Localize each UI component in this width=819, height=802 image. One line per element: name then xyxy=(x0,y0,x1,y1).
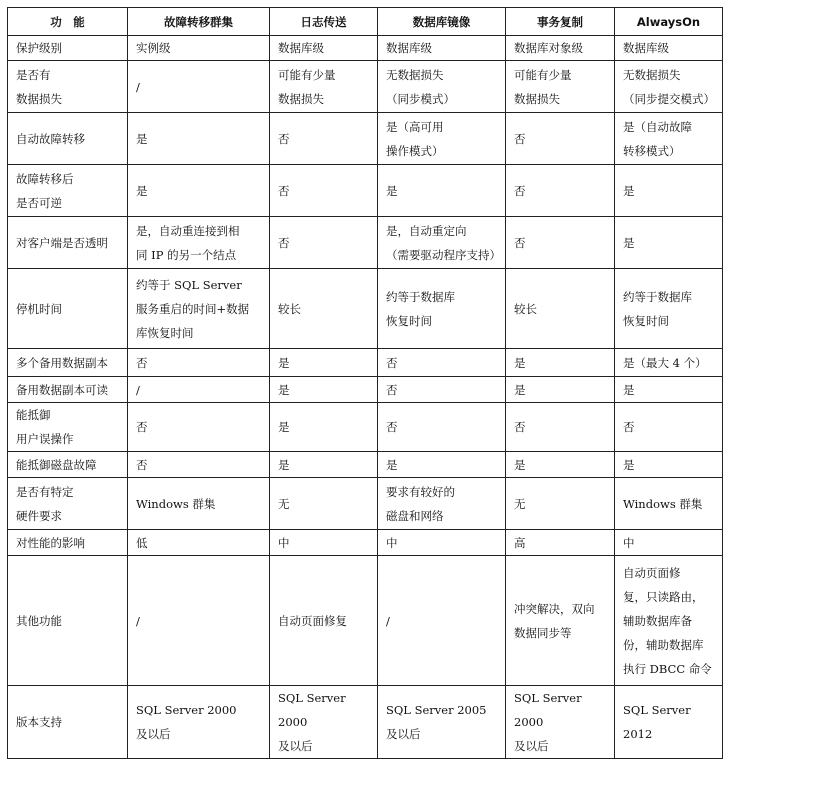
cell-text-line: 否 xyxy=(386,355,398,370)
value-cell xyxy=(615,686,723,759)
cell-text-line: 可能有少量 xyxy=(278,67,336,82)
cell-text-line: 要求有较好的 xyxy=(386,484,455,499)
cell-text-line: 是（自动故障 xyxy=(623,119,692,134)
cell-text-line: 硬件要求 xyxy=(16,508,62,523)
cell-text-line: 对性能的影响 xyxy=(16,535,85,550)
cell-text-line: 份，辅助数据库 xyxy=(623,637,704,652)
header-transactional-replication: 事务复制 xyxy=(506,8,615,36)
value-cell xyxy=(378,686,506,759)
value-cell xyxy=(128,403,270,452)
value-cell xyxy=(506,556,615,686)
cell-text-line: 停机时间 xyxy=(16,301,62,316)
cell-text-line: 是 xyxy=(386,457,398,472)
table-row xyxy=(8,530,723,556)
table-row xyxy=(8,377,723,403)
value-cell xyxy=(128,61,270,113)
feature-cell xyxy=(8,113,128,165)
feature-cell xyxy=(8,269,128,349)
cell-text-line: 实例级 xyxy=(136,41,171,55)
value-cell xyxy=(128,165,270,217)
value-cell xyxy=(506,36,615,61)
value-cell xyxy=(615,113,723,165)
cell-text-line: 辅助数据库备 xyxy=(623,613,692,628)
cell-text-line: 无数据损失 xyxy=(386,67,444,82)
cell-text-line: 数据损失 xyxy=(514,91,560,106)
cell-text-line: 是否有特定 xyxy=(16,484,74,499)
value-cell xyxy=(615,165,723,217)
header-alwayson: AlwaysOn xyxy=(615,8,723,36)
cell-text-line: 无数据损失 xyxy=(623,67,681,82)
value-cell xyxy=(506,452,615,478)
cell-text-line: 数据损失 xyxy=(16,91,62,106)
cell-text-line: 是 xyxy=(623,235,635,250)
cell-text-line: / xyxy=(136,79,140,94)
cell-text-line: 约等于 SQL Server xyxy=(136,277,242,292)
value-cell xyxy=(615,556,723,686)
table-row xyxy=(8,478,723,530)
cell-text-line: 中 xyxy=(386,535,398,550)
cell-text-line: 及以后 xyxy=(136,727,171,741)
value-cell xyxy=(128,377,270,403)
feature-cell xyxy=(8,377,128,403)
value-cell xyxy=(506,165,615,217)
cell-text-line: 是 xyxy=(136,183,148,198)
value-cell xyxy=(506,686,615,759)
cell-text-line: 是（最大 4 个） xyxy=(623,355,707,370)
cell-text-line: 是 xyxy=(278,355,290,370)
table-row xyxy=(8,165,723,217)
cell-text-line: / xyxy=(386,613,390,628)
cell-text-line: 可能有少量 xyxy=(514,67,572,82)
cell-text-line: 是 xyxy=(278,382,290,397)
value-cell xyxy=(378,349,506,377)
value-cell xyxy=(128,686,270,759)
cell-text-line: 是否有 xyxy=(16,67,51,82)
cell-text-line: 多个备用数据副本 xyxy=(16,355,108,370)
value-cell xyxy=(270,403,378,452)
header-database-mirroring: 数据库镜像 xyxy=(378,8,506,36)
cell-text-line: 数据库级 xyxy=(386,41,432,55)
cell-text-line: 是（高可用 xyxy=(386,119,444,134)
value-cell xyxy=(270,452,378,478)
cell-text-line: （需要驱动程序支持） xyxy=(386,247,501,262)
cell-text-line: （同步模式） xyxy=(386,91,455,106)
value-cell xyxy=(378,269,506,349)
feature-cell xyxy=(8,556,128,686)
cell-text-line: 是 xyxy=(514,457,526,472)
cell-text-line: 是否可逆 xyxy=(16,195,62,210)
value-cell xyxy=(378,217,506,269)
value-cell xyxy=(128,478,270,530)
cell-text-line: 是 xyxy=(623,457,635,472)
table-body xyxy=(8,36,723,759)
value-cell xyxy=(378,113,506,165)
cell-text-line: 自动页面修复 xyxy=(278,613,347,628)
table-row xyxy=(8,217,723,269)
cell-text-line: 能抵御 xyxy=(16,408,51,422)
cell-text-line: 数据库级 xyxy=(278,41,324,55)
cell-text-line: 恢复时间 xyxy=(386,313,432,328)
cell-text-line: 否 xyxy=(514,235,526,250)
cell-text-line: 较长 xyxy=(514,301,537,316)
feature-cell xyxy=(8,349,128,377)
value-cell xyxy=(270,61,378,113)
value-cell xyxy=(615,530,723,556)
feature-cell xyxy=(8,61,128,113)
cell-text-line: / xyxy=(136,613,140,628)
cell-text-line: 中 xyxy=(623,535,635,550)
table-row xyxy=(8,61,723,113)
value-cell xyxy=(128,113,270,165)
cell-text-line: 无 xyxy=(278,496,290,511)
table-row xyxy=(8,556,723,686)
value-cell xyxy=(378,377,506,403)
value-cell xyxy=(128,36,270,61)
cell-text-line: 恢复时间 xyxy=(623,313,669,328)
cell-text-line: 操作模式） xyxy=(386,143,444,158)
cell-text-line: SQL Server 2005 xyxy=(386,703,487,717)
cell-text-line: 冲突解决，双向 xyxy=(514,601,595,616)
comparison-table xyxy=(7,7,723,759)
cell-text-line: 自动页面修 xyxy=(623,565,681,580)
table-row xyxy=(8,36,723,61)
value-cell xyxy=(615,478,723,530)
feature-cell xyxy=(8,165,128,217)
cell-text-line: 是 xyxy=(278,457,290,472)
cell-text-line: SQL Server 2012 xyxy=(623,703,691,741)
cell-text-line: 否 xyxy=(514,183,526,198)
header-log-shipping: 日志传送 xyxy=(270,8,378,36)
cell-text-line: 是 xyxy=(623,382,635,397)
cell-text-line: 及以后 xyxy=(278,739,313,753)
header-feature: 功 能 xyxy=(8,8,128,36)
cell-text-line: 无 xyxy=(514,496,526,511)
value-cell xyxy=(378,165,506,217)
value-cell xyxy=(128,217,270,269)
header-row xyxy=(8,8,723,36)
cell-text-line: 是，自动重定向 xyxy=(386,223,467,238)
cell-text-line: 否 xyxy=(278,235,290,250)
value-cell xyxy=(506,113,615,165)
cell-text-line: 故障转移后 xyxy=(16,171,74,186)
table-row xyxy=(8,452,723,478)
value-cell xyxy=(506,61,615,113)
value-cell xyxy=(506,217,615,269)
cell-text-line: / xyxy=(136,382,140,397)
cell-text-line: 磁盘和网络 xyxy=(386,508,444,523)
cell-text-line: 版本支持 xyxy=(16,715,62,729)
cell-text-line: 约等于数据库 xyxy=(386,289,455,304)
cell-text-line: 数据损失 xyxy=(278,91,324,106)
cell-text-line: 是 xyxy=(623,183,635,198)
cell-text-line: 及以后 xyxy=(514,739,549,753)
value-cell xyxy=(378,556,506,686)
cell-text-line: 能抵御磁盘故障 xyxy=(16,457,97,472)
value-cell xyxy=(378,530,506,556)
cell-text-line: 库恢复时间 xyxy=(136,325,194,340)
cell-text-line: 是 xyxy=(136,131,148,146)
value-cell xyxy=(270,36,378,61)
cell-text-line: 是 xyxy=(278,420,290,434)
value-cell xyxy=(378,61,506,113)
table-row xyxy=(8,403,723,452)
cell-text-line: 高 xyxy=(514,535,526,550)
cell-text-line: 是 xyxy=(514,382,526,397)
table-row xyxy=(8,349,723,377)
cell-text-line: 否 xyxy=(136,420,148,434)
cell-text-line: SQL Server 2000 xyxy=(278,691,346,729)
feature-cell xyxy=(8,686,128,759)
cell-text-line: 保护级别 xyxy=(16,41,62,55)
cell-text-line: 备用数据副本可读 xyxy=(16,382,108,397)
feature-cell xyxy=(8,403,128,452)
feature-cell xyxy=(8,478,128,530)
cell-text-line: SQL Server 2000 xyxy=(136,703,237,717)
value-cell xyxy=(128,556,270,686)
cell-text-line: 服务重启的时间+数据 xyxy=(136,301,250,316)
cell-text-line: 数据库对象级 xyxy=(514,41,583,55)
cell-text-line: 同 IP 的另一个结点 xyxy=(136,247,237,262)
cell-text-line: 复，只读路由， xyxy=(623,589,704,604)
feature-cell xyxy=(8,452,128,478)
cell-text-line: （同步提交模式） xyxy=(623,91,715,106)
value-cell xyxy=(128,452,270,478)
value-cell xyxy=(128,530,270,556)
cell-text-line: 否 xyxy=(386,420,398,434)
value-cell xyxy=(270,113,378,165)
header-failover-cluster: 故障转移群集 xyxy=(128,8,270,36)
cell-text-line: 否 xyxy=(278,183,290,198)
value-cell xyxy=(270,556,378,686)
cell-text-line: 转移模式） xyxy=(623,143,681,158)
value-cell xyxy=(615,61,723,113)
cell-text-line: Windows 群集 xyxy=(136,496,216,511)
cell-text-line: 及以后 xyxy=(386,727,421,741)
cell-text-line: 约等于数据库 xyxy=(623,289,692,304)
value-cell xyxy=(615,349,723,377)
cell-text-line: 中 xyxy=(278,535,290,550)
cell-text-line: 否 xyxy=(623,420,635,434)
value-cell xyxy=(506,478,615,530)
value-cell xyxy=(270,530,378,556)
value-cell xyxy=(270,478,378,530)
value-cell xyxy=(506,349,615,377)
cell-text-line: 是 xyxy=(514,355,526,370)
value-cell xyxy=(270,686,378,759)
cell-text-line: 否 xyxy=(136,355,148,370)
cell-text-line: 数据库级 xyxy=(623,41,669,55)
value-cell xyxy=(128,269,270,349)
cell-text-line: 数据同步等 xyxy=(514,625,572,640)
cell-text-line: 是，自动重连接到相 xyxy=(136,223,240,238)
value-cell xyxy=(378,478,506,530)
value-cell xyxy=(615,452,723,478)
value-cell xyxy=(506,530,615,556)
table-row xyxy=(8,686,723,759)
cell-text-line: 否 xyxy=(514,420,526,434)
value-cell xyxy=(270,269,378,349)
value-cell xyxy=(270,349,378,377)
value-cell xyxy=(615,36,723,61)
value-cell xyxy=(615,377,723,403)
value-cell xyxy=(615,403,723,452)
value-cell xyxy=(506,269,615,349)
cell-text-line: 较长 xyxy=(278,301,301,316)
cell-text-line: 对客户端是否透明 xyxy=(16,235,108,250)
table-row xyxy=(8,113,723,165)
value-cell xyxy=(506,377,615,403)
cell-text-line: 自动故障转移 xyxy=(16,131,85,146)
cell-text-line: 是 xyxy=(386,183,398,198)
value-cell xyxy=(270,217,378,269)
value-cell xyxy=(378,403,506,452)
cell-text-line: 否 xyxy=(136,457,148,472)
value-cell xyxy=(615,217,723,269)
feature-cell xyxy=(8,36,128,61)
cell-text-line: 执行 DBCC 命令 xyxy=(623,661,712,676)
cell-text-line: 低 xyxy=(136,535,148,550)
value-cell xyxy=(506,403,615,452)
cell-text-line: 否 xyxy=(278,131,290,146)
value-cell xyxy=(270,165,378,217)
value-cell xyxy=(128,349,270,377)
cell-text-line: 否 xyxy=(386,382,398,397)
cell-text-line: 其他功能 xyxy=(16,613,62,628)
value-cell xyxy=(378,36,506,61)
value-cell xyxy=(270,377,378,403)
table-row xyxy=(8,269,723,349)
feature-cell xyxy=(8,217,128,269)
value-cell xyxy=(378,452,506,478)
cell-text-line: Windows 群集 xyxy=(623,496,703,511)
value-cell xyxy=(615,269,723,349)
cell-text-line: 用户误操作 xyxy=(16,432,74,446)
cell-text-line: 否 xyxy=(514,131,526,146)
cell-text-line: SQL Server 2000 xyxy=(514,691,582,729)
feature-cell xyxy=(8,530,128,556)
